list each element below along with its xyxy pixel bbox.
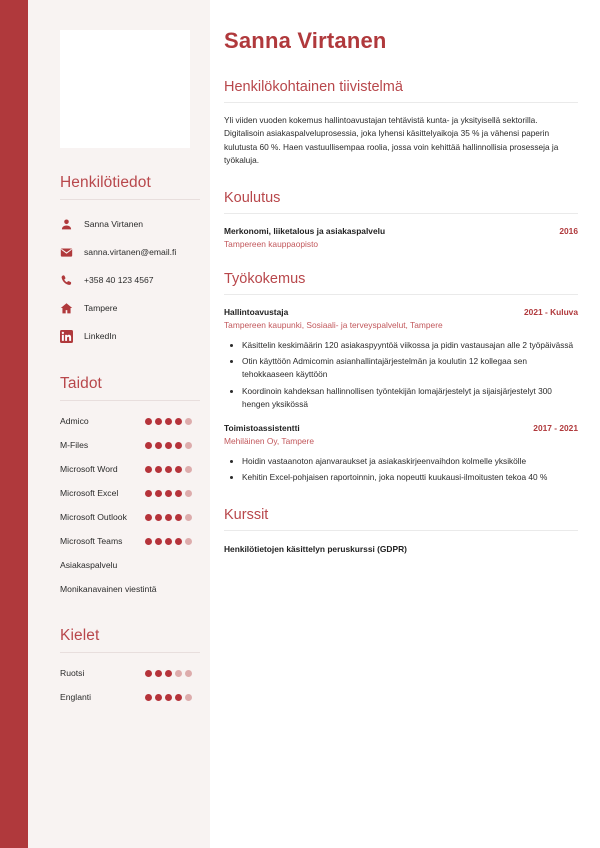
contact-value: Sanna Virtanen: [84, 218, 144, 229]
skill-rating: [145, 514, 192, 521]
entry-header: [224, 307, 578, 317]
rating-dot: [145, 466, 152, 473]
sidebar-heading-skills: Taidot: [60, 375, 102, 392]
entry-subtitle: Tampereen kauppaopisto: [224, 238, 319, 249]
language-label: Englanti: [60, 692, 92, 702]
rating-dot: [145, 418, 152, 425]
section-heading-courses: Kurssit: [224, 506, 269, 523]
contact-list: [60, 211, 200, 349]
divider-education: [224, 213, 578, 214]
rating-dot: [175, 442, 182, 449]
skill-label: Asiakaspalvelu: [60, 560, 118, 570]
rating-dot: [165, 514, 172, 521]
section-heading-summary: Henkilökohtainen tiivistelmä: [224, 79, 403, 95]
rating-dot: [165, 694, 172, 701]
entry-bullets: [224, 339, 578, 411]
sidebar-heading-contact: Henkilötiedot: [60, 174, 151, 191]
accent-bar: [0, 0, 28, 848]
divider-languages: [60, 652, 200, 653]
entry-title: Toimistoassistentti: [224, 423, 300, 434]
skill-label: Microsoft Outlook: [60, 512, 127, 522]
skill-row: [60, 481, 200, 505]
rating-dot: [185, 490, 192, 497]
rating-dot: [185, 514, 192, 521]
rating-dot: [155, 442, 162, 449]
section-heading-education: Koulutus: [224, 189, 281, 206]
rating-dot: [165, 442, 172, 449]
rating-dot: [175, 418, 182, 425]
language-row: [60, 661, 200, 685]
skill-rating: [145, 538, 192, 545]
contact-value: LinkedIn: [84, 330, 117, 341]
skill-rating: [145, 442, 192, 449]
rating-dot: [175, 538, 182, 545]
skill-rating: [145, 490, 192, 497]
person-icon: [60, 218, 84, 231]
entry-header: [224, 226, 578, 236]
language-rating: [145, 670, 192, 677]
rating-dot: [185, 418, 192, 425]
rating-dot: [165, 466, 172, 473]
rating-dot: [155, 694, 162, 701]
divider-contact: [60, 199, 200, 200]
rating-dot: [165, 418, 172, 425]
contact-value: sanna.virtanen@email.fi: [84, 246, 177, 257]
divider-summary: [224, 102, 578, 103]
bullet-item: • Hoidin vastaanoton ajanvaraukset ja asiakaskirjeenvaihdon kolmelle yksikölle: [242, 455, 578, 468]
entry-date: 2021 - Kuluva: [524, 306, 578, 317]
entry-bullets: [224, 455, 578, 485]
rating-dot: [155, 670, 162, 677]
page-title: Sanna Virtanen: [224, 28, 387, 53]
entry-title: Hallintoavustaja: [224, 306, 289, 317]
rating-dot: [165, 670, 172, 677]
education-entry: [224, 226, 578, 249]
skill-row: [60, 529, 200, 553]
rating-dot: [185, 466, 192, 473]
rating-dot: [175, 694, 182, 701]
experience-entry: [224, 423, 578, 485]
sidebar-heading-languages: Kielet: [60, 627, 100, 644]
rating-dot: [155, 514, 162, 521]
rating-dot: [145, 490, 152, 497]
envelope-icon: [60, 246, 84, 259]
divider-skills: [60, 400, 200, 401]
contact-item-email[interactable]: [60, 239, 200, 265]
main-content: [210, 0, 600, 848]
skill-row: [60, 457, 200, 481]
rating-dot: [175, 670, 182, 677]
rating-dot: [145, 514, 152, 521]
entry-date: 2016: [559, 225, 578, 236]
summary-text: Yli viiden vuoden kokemus hallintoavustajan tehtävistä kunta- ja yksityisellä sektorilla. Digitalisoin asiakaspalveluprosessia, joka lyhensi käsittelyaikoja 35 % ja vähensi paperin kulutusta 60 %. Haen vastuullisempaa roolia, jossa voin kehittää hallinnollisia prosesseja ja työkaluja.: [224, 115, 559, 166]
contact-item-phone[interactable]: [60, 267, 200, 293]
skill-row: [60, 553, 200, 577]
experience-entry: [224, 307, 578, 411]
skill-label: Microsoft Teams: [60, 536, 123, 546]
skill-label: Microsoft Word: [60, 464, 118, 474]
entry-date: 2017 - 2021: [533, 423, 578, 434]
skill-row: [60, 505, 200, 529]
skill-rating: [145, 466, 192, 473]
rating-dot: [175, 466, 182, 473]
rating-dot: [145, 442, 152, 449]
bullet-item: • Otin käyttöön Admicomin asianhallintajärjestelmän ja koulutin 12 kollegaa sen tehokkaaseen käyttöön: [242, 355, 578, 382]
skill-label: M-Files: [60, 440, 89, 450]
skill-label: Microsoft Excel: [60, 488, 119, 498]
entry-header: [224, 423, 578, 433]
skill-rating: [145, 418, 192, 425]
divider-courses: [224, 530, 578, 531]
rating-dot: [185, 670, 192, 677]
bullet-item: • Käsittelin keskimäärin 120 asiakaspyyntöä viikossa ja pidin vastausajan alle 2 työpäivässä: [242, 339, 578, 352]
contact-item-linkedin[interactable]: [60, 323, 200, 349]
language-rating: [145, 694, 192, 701]
entry-subtitle: Tampereen kaupunki, Sosiaali- ja terveyspalvelut, Tampere: [224, 319, 443, 330]
rating-dot: [155, 466, 162, 473]
rating-dot: [145, 538, 152, 545]
entry-subtitle: Mehiläinen Oy, Tampere: [224, 436, 314, 447]
rating-dot: [175, 490, 182, 497]
skill-row: [60, 409, 200, 433]
rating-dot: [165, 538, 172, 545]
rating-dot: [145, 694, 152, 701]
rating-dot: [185, 538, 192, 545]
skill-label: Admico: [60, 416, 89, 426]
phone-icon: [60, 274, 84, 287]
sidebar: [28, 0, 210, 848]
contact-item-name: [60, 211, 200, 237]
rating-dot: [155, 490, 162, 497]
rating-dot: [175, 514, 182, 521]
language-row: [60, 685, 200, 709]
home-icon: [60, 302, 84, 315]
skill-row: [60, 433, 200, 457]
rating-dot: [165, 490, 172, 497]
language-label: Ruotsi: [60, 668, 85, 678]
course-title: Henkilötietojen käsittelyn peruskurssi (GDPR): [224, 543, 407, 554]
bullet-item: • Koordinoin kahdeksan hallinnollisen työntekijän lomajärjestelyt ja sijaisjärjestelyt 300 hengen yksikössä: [242, 385, 578, 412]
entry-title: Merkonomi, liiketalous ja asiakaspalvelu: [224, 225, 386, 236]
rating-dot: [155, 418, 162, 425]
photo-container: [28, 0, 210, 148]
divider-experience: [224, 294, 578, 295]
rating-dot: [185, 442, 192, 449]
languages-list: [60, 661, 200, 709]
linkedin-icon: [60, 330, 84, 343]
rating-dot: [155, 538, 162, 545]
skill-row: [60, 577, 200, 601]
skill-label: Monikanavainen viestintä: [60, 584, 157, 594]
profile-photo-placeholder: [60, 30, 190, 148]
bullet-item: • Kehitin Excel-pohjaisen raportoinnin, joka nopeutti kuukausi-ilmoitusten tekoa 40 %: [242, 471, 578, 484]
contact-value: +358 40 123 4567: [84, 274, 154, 285]
contact-item-location: [60, 295, 200, 321]
skills-list: [60, 409, 200, 601]
rating-dot: [185, 694, 192, 701]
rating-dot: [145, 670, 152, 677]
contact-value: Tampere: [84, 302, 118, 313]
section-heading-experience: Työkokemus: [224, 270, 306, 287]
